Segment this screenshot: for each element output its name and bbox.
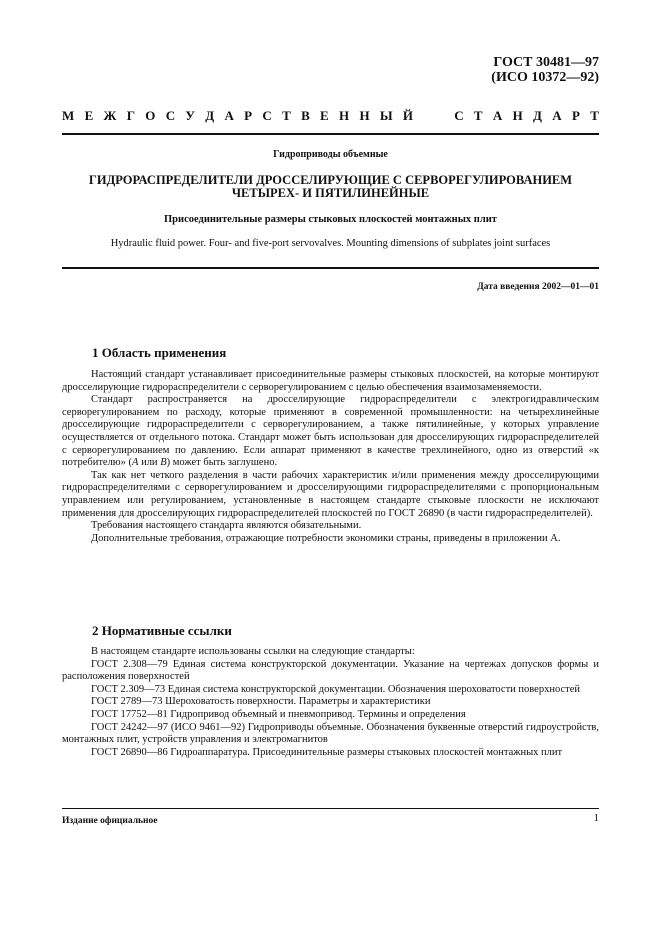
banner-letter: Г (126, 108, 135, 123)
port-a-label: А (132, 457, 139, 469)
reference-item: ГОСТ 17752—81 Гидропривод объемный и пневмопривод. Термины и определения (91, 708, 466, 720)
section-2-heading: 2 Нормативные ссылки (92, 623, 232, 638)
banner-letter: А (492, 108, 503, 123)
interstate-standard-banner (62, 108, 599, 124)
section-1-paragraph-5: Дополнительные требования, отражающие потребности экономики страны, приведены в приложении А. (91, 532, 561, 544)
banner-letter: А (552, 108, 562, 123)
gost-number: ГОСТ 30481—97 (493, 55, 599, 70)
introduction-date: Дата введения 2002—01—01 (477, 282, 599, 292)
banner-letter: Ы (379, 108, 393, 123)
section-1-paragraph-2 (62, 394, 599, 470)
paragraph-2-text-a: Стандарт распространяется на дросселирующие гидрораспределители с электрогидравлическим серворегулированием по расходу, которые применяют в современной промышленности: на четырехлинейные дросселирующие гидрораспределители с серворегулированием, а также пятилинейные, у которых управление осуществляется от отдельного потока. Стандарт может быть использован для дросселирующих гидрораспределителей с серворегулированием по давлению. Если аппарат применяют в качестве трехлинейного, одно из отверстий «к потребителю» ( (62, 394, 599, 469)
footer-divider (62, 808, 599, 809)
banner-letter: С (262, 108, 272, 123)
banner-letter: Р (571, 108, 580, 123)
paragraph-2-or: или (138, 457, 161, 469)
banner-letter: Е (320, 108, 329, 123)
title-divider (62, 267, 599, 269)
section-2-body (62, 646, 599, 759)
document-subtitle: Присоединительные размеры стыковых плоскостей монтажных плит (164, 214, 497, 225)
banner-letter: М (62, 108, 75, 123)
banner-letter: Ж (103, 108, 117, 123)
banner-letter: Н (512, 108, 523, 123)
banner-letter: А (224, 108, 234, 123)
banner-letter: С (165, 108, 176, 123)
reference-item: ГОСТ 24242—97 (ИСО 9461—92) Гидроприводы объемные. Обозначения буквенные отверстий гидроустройств, монтажных плит, устройств управления и электромагнитов (62, 721, 599, 746)
official-edition-label: Издание официальное (62, 816, 158, 826)
banner-letter: В (301, 108, 310, 123)
section-1-paragraph-1: Настоящий стандарт устанавливает присоединительные размеры стыковых плоскостей, на которые монтируют дросселирующие гидрораспределители с серворегулированием с целью обеспечения взаимозаменяемости. (62, 369, 599, 393)
banner-letter: Р (244, 108, 253, 123)
section-1-heading: 1 Область применения (92, 345, 227, 360)
reference-item: ГОСТ 2.308—79 Единая система конструкторской документации. Указание на чертежах допусков формы и расположения поверхностей (62, 658, 599, 683)
banner-letter: О (145, 108, 156, 123)
banner-letter: Т (473, 108, 483, 123)
banner-letter: Д (533, 108, 542, 123)
document-title (62, 174, 599, 200)
banner-letter: С (454, 108, 464, 123)
reference-item: ГОСТ 2789—73 Шероховатость поверхности. Параметры и характеристики (91, 696, 431, 708)
banner-letter: Д (205, 108, 215, 123)
title-line-1: ГИДРОРАСПРЕДЕЛИТЕЛИ ДРОССЕЛИРУЮЩИЕ С СЕРВОРЕГУЛИРОВАНИЕМ (88, 173, 573, 187)
banner-letter: Й (402, 108, 414, 123)
banner-letter: Н (339, 108, 350, 123)
header-divider (62, 133, 599, 135)
page-number: 1 (593, 812, 599, 824)
section-1-paragraph-4: Требования настоящего стандарта являются обязательными. (91, 520, 362, 532)
paragraph-2-text-b: ) может быть заглушено. (166, 457, 278, 469)
iso-number: (ИСО 10372—92) (491, 70, 599, 85)
english-title: Hydraulic fluid power. Four- and five-port servovalves. Mounting dimensions of subplates joint surfaces (110, 238, 551, 249)
banner-letter: Е (84, 108, 94, 123)
banner-letter: Т (590, 108, 599, 123)
reference-item: ГОСТ 26890—86 Гидроаппаратура. Присоединительные размеры стыковых плоскостей монтажных плит (91, 746, 563, 758)
document-subject: Гидроприводы объемные (273, 149, 388, 160)
reference-item: ГОСТ 2.309—73 Единая система конструкторской документации. Обозначения шероховатости поверхностей (91, 683, 580, 695)
section-1-paragraph-3: Так как нет четкого разделения в части рабочих характеристик и/или применения между дросселирующими гидрораспределителями с серворегулированием и дросселирующими гидрораспределителями с пропорциональным управлением или регулированием, установленные в настоящем стандарте стыковые плоскости не исключают применения для дросселирующих гидрораспределителей плоскостей по ГОСТ 26890 (в части гидрораспределителей). (62, 469, 599, 519)
title-line-2: ЧЕТЫРЕХ- И ПЯТИЛИНЕЙНЫЕ (231, 186, 430, 200)
banner-letter: Т (282, 108, 291, 123)
gost-designation (491, 55, 599, 85)
port-b-label: В (160, 457, 167, 469)
section-2-intro: В настоящем стандарте использованы ссылки на следующие стандарты: (91, 646, 415, 657)
banner-letter: Н (359, 108, 370, 123)
section-1-body (62, 369, 599, 545)
banner-letter: У (185, 108, 195, 123)
